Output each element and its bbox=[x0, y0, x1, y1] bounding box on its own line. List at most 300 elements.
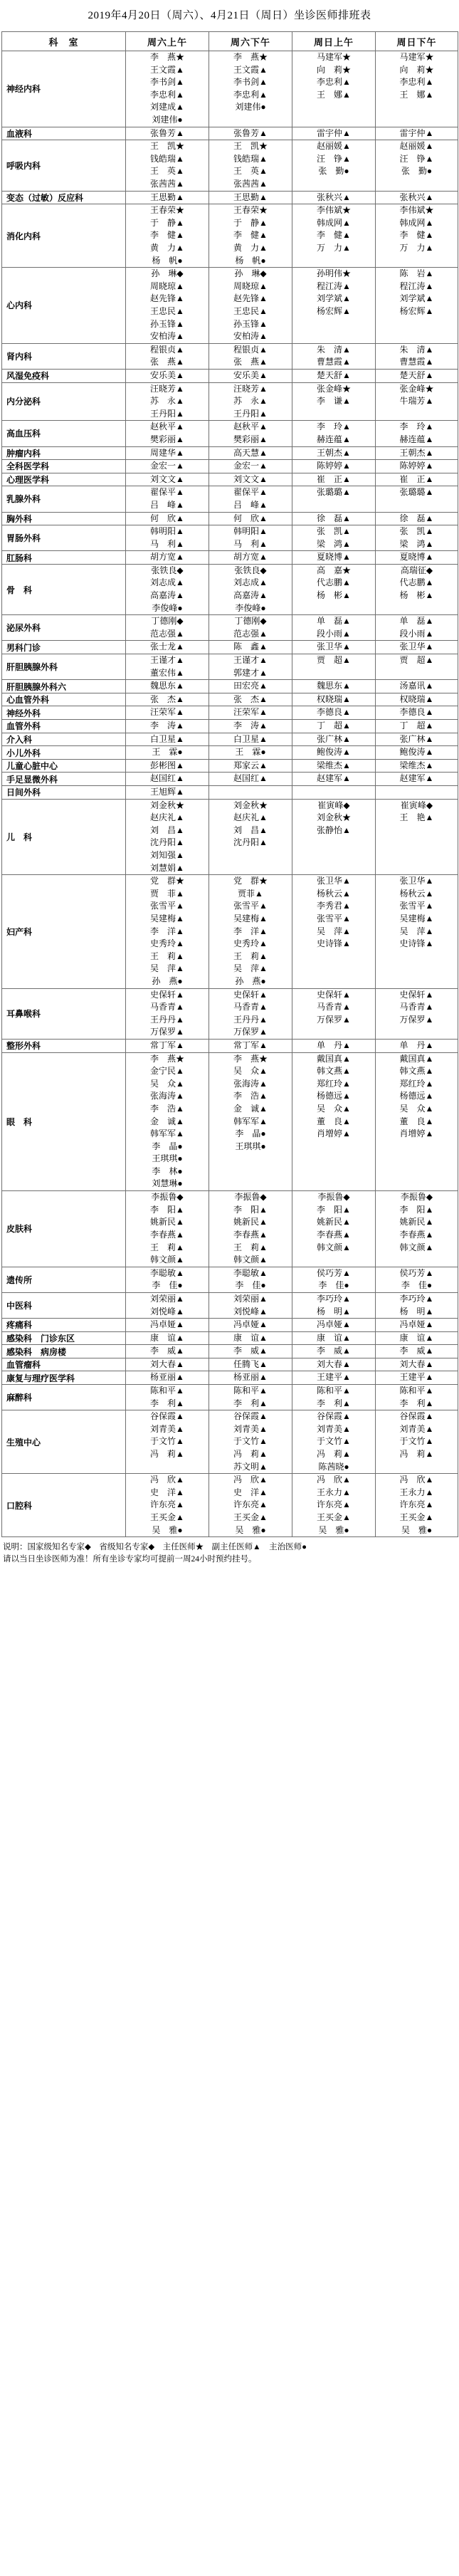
doctor-cell bbox=[209, 1410, 292, 1474]
doctor-name: 冯 欣▲ bbox=[233, 1475, 268, 1485]
doctor-name: 马 利▲ bbox=[233, 538, 268, 549]
doctor-name: 周建华▲ bbox=[150, 447, 184, 458]
doctor-cell bbox=[376, 773, 458, 786]
doctor-name: 于文竹▲ bbox=[150, 1436, 184, 1447]
department-name: 感染科 病房楼 bbox=[2, 1345, 126, 1358]
doctor-cell bbox=[292, 875, 376, 988]
doctor-cell bbox=[126, 1319, 209, 1332]
department-name: 耳鼻喉科 bbox=[2, 988, 126, 1039]
doctor-name: 杨德远▲ bbox=[317, 1091, 351, 1101]
doctor-name: 夏晓博▲ bbox=[399, 552, 434, 562]
doctor-name: 李春燕▲ bbox=[150, 1229, 184, 1240]
doctor-name: 韩文颜▲ bbox=[399, 1242, 434, 1252]
doctor-name: 代志鹏▲ bbox=[399, 577, 434, 588]
doctor-name: 李德良▲ bbox=[399, 707, 434, 718]
doctor-name: 周晓琼▲ bbox=[233, 281, 268, 291]
doctor-name: 张 杰▲ bbox=[150, 693, 184, 704]
doctor-name: 张 杰▲ bbox=[233, 693, 268, 704]
doctor-name: 张鲁芳▲ bbox=[233, 127, 268, 138]
doctor-cell bbox=[376, 512, 458, 525]
doctor-cell bbox=[209, 693, 292, 706]
doctor-cell bbox=[292, 746, 376, 760]
doctor-name: 李 洋▲ bbox=[150, 926, 184, 936]
doctor-name: 翟保平▲ bbox=[150, 487, 184, 498]
doctor-name: 张 凯▲ bbox=[317, 526, 351, 537]
department-row bbox=[2, 1319, 458, 1332]
doctor-name: 刘金秋★ bbox=[316, 812, 351, 823]
doctor-name: 董 良▲ bbox=[399, 1116, 434, 1126]
doctor-name: 刘文文▲ bbox=[233, 473, 268, 484]
doctor-name: 张金峰★ bbox=[399, 383, 434, 394]
doctor-name: 于文竹▲ bbox=[399, 1436, 434, 1447]
doctor-name: 马香青▲ bbox=[233, 1002, 268, 1012]
doctor-name: 王忠民▲ bbox=[150, 305, 184, 316]
doctor-name: 李俊峰● bbox=[152, 602, 183, 613]
doctor-cell bbox=[126, 204, 209, 268]
department-row bbox=[2, 343, 458, 369]
doctor-name: 李 谦▲ bbox=[317, 396, 351, 407]
doctor-name: 冯 欣▲ bbox=[399, 1475, 434, 1485]
doctor-name: 陈和平▲ bbox=[399, 1386, 434, 1396]
doctor-name: 王琪琪● bbox=[152, 1153, 183, 1164]
doctor-cell bbox=[292, 486, 376, 512]
doctor-cell bbox=[126, 1345, 209, 1358]
doctor-name: 姚新民▲ bbox=[150, 1217, 184, 1227]
doctor-name: 许东亮▲ bbox=[150, 1499, 184, 1510]
doctor-name: 王买金▲ bbox=[150, 1512, 184, 1523]
doctor-name: 冯卓娅▲ bbox=[317, 1319, 351, 1330]
doctor-name: 赵建军▲ bbox=[399, 773, 434, 784]
doctor-name: 王建平▲ bbox=[317, 1372, 351, 1383]
doctor-name: 沈丹阳▲ bbox=[233, 837, 268, 848]
doctor-name: 单 磊▲ bbox=[399, 616, 434, 627]
schedule-table bbox=[1, 31, 458, 1537]
doctor-name: 冯卓娅▲ bbox=[150, 1319, 184, 1330]
doctor-cell bbox=[376, 706, 458, 720]
doctor-name: 姚新民▲ bbox=[399, 1217, 434, 1227]
doctor-name: 刘悦峰▲ bbox=[233, 1306, 268, 1316]
doctor-name: 万 力▲ bbox=[399, 242, 434, 253]
doctor-name: 程银贞▲ bbox=[150, 344, 184, 355]
doctor-name: 杨 彬▲ bbox=[317, 590, 351, 601]
department-name: 儿童心脏中心 bbox=[2, 759, 126, 773]
doctor-cell bbox=[376, 486, 458, 512]
doctor-name: 史保轩▲ bbox=[317, 989, 351, 1000]
doctor-name: 何 欣▲ bbox=[233, 513, 268, 523]
doctor-cell bbox=[209, 1319, 292, 1332]
doctor-cell bbox=[126, 1358, 209, 1371]
doctor-name: 冯 莉▲ bbox=[399, 1449, 434, 1460]
doctor-cell bbox=[126, 1191, 209, 1267]
column-header-sun-pm: 周日下午 bbox=[376, 32, 458, 51]
doctor-name: 崔 正▲ bbox=[399, 473, 434, 484]
doctor-name: 刘大春▲ bbox=[317, 1358, 351, 1369]
doctor-cell bbox=[209, 1371, 292, 1385]
department-row bbox=[2, 191, 458, 204]
doctor-name: 张卫华▲ bbox=[317, 642, 351, 652]
department-row bbox=[2, 1371, 458, 1385]
doctor-cell bbox=[209, 204, 292, 268]
department-row bbox=[2, 369, 458, 382]
doctor-name: 谷保霞▲ bbox=[233, 1411, 268, 1422]
department-row bbox=[2, 875, 458, 988]
schedule-body bbox=[2, 51, 458, 1537]
doctor-name: 李 威▲ bbox=[317, 1346, 351, 1356]
department-name: 心血管外科 bbox=[2, 693, 126, 706]
doctor-cell bbox=[209, 785, 292, 799]
doctor-name: 吴建梅▲ bbox=[150, 913, 184, 923]
doctor-name: 赵丽媛▲ bbox=[399, 141, 434, 152]
doctor-cell bbox=[376, 875, 458, 988]
doctor-name: 李忠利▲ bbox=[399, 77, 434, 88]
doctor-name: 沈丹阳▲ bbox=[150, 837, 184, 848]
department-row bbox=[2, 1292, 458, 1318]
doctor-name: 孙 燕● bbox=[152, 975, 183, 986]
doctor-name: 李振鲁◆ bbox=[400, 1192, 433, 1203]
doctor-name: 张璐璐▲ bbox=[399, 487, 434, 498]
doctor-name: 段小雨▲ bbox=[399, 628, 434, 639]
doctor-name: 李俊峰● bbox=[235, 602, 266, 613]
doctor-cell bbox=[376, 191, 458, 204]
department-name: 血管瘤科 bbox=[2, 1358, 126, 1371]
doctor-cell bbox=[209, 875, 292, 988]
doctor-name: 王朝杰▲ bbox=[399, 447, 434, 458]
doctor-name: 康 谊▲ bbox=[317, 1332, 351, 1343]
footer-note bbox=[3, 1541, 456, 1566]
doctor-name: 刘文文▲ bbox=[150, 473, 184, 484]
department-row bbox=[2, 1385, 458, 1410]
doctor-cell bbox=[209, 1052, 292, 1191]
department-name: 儿 科 bbox=[2, 799, 126, 875]
doctor-cell bbox=[292, 785, 376, 799]
doctor-cell bbox=[376, 127, 458, 140]
doctor-name: 樊彩丽▲ bbox=[150, 434, 184, 444]
department-row bbox=[2, 773, 458, 786]
doctor-name: 于文竹▲ bbox=[233, 1436, 268, 1447]
doctor-name: 单 磊▲ bbox=[317, 616, 351, 627]
doctor-cell bbox=[292, 654, 376, 680]
doctor-name: 王忠民▲ bbox=[233, 305, 268, 316]
doctor-name: 丁德刚◆ bbox=[151, 616, 184, 627]
department-row bbox=[2, 680, 458, 693]
doctor-name: 李 健▲ bbox=[233, 230, 268, 241]
doctor-name: 钱皓瑞▲ bbox=[150, 153, 184, 164]
doctor-name: 常丁军▲ bbox=[150, 1040, 184, 1050]
doctor-name: 汤嘉讯▲ bbox=[399, 681, 434, 691]
doctor-name: 马香青▲ bbox=[317, 1002, 351, 1012]
doctor-cell bbox=[126, 733, 209, 746]
doctor-name: 刘慧琳● bbox=[152, 1178, 183, 1189]
doctor-name: 梁维杰▲ bbox=[317, 760, 351, 770]
doctor-name: 李忠利▲ bbox=[317, 77, 351, 88]
doctor-cell bbox=[292, 615, 376, 641]
doctor-name: 胡方宽▲ bbox=[233, 552, 268, 562]
doctor-name: 李 阳▲ bbox=[317, 1204, 351, 1215]
doctor-name: 李 浩▲ bbox=[150, 1103, 184, 1114]
doctor-name: 杨 明▲ bbox=[399, 1306, 434, 1316]
doctor-cell bbox=[126, 473, 209, 486]
doctor-cell bbox=[126, 460, 209, 473]
doctor-name: 周晓琼▲ bbox=[150, 281, 184, 291]
doctor-cell bbox=[126, 641, 209, 654]
doctor-cell bbox=[292, 446, 376, 460]
doctor-name: 李 浩▲ bbox=[233, 1091, 268, 1101]
doctor-name: 汪晓芳▲ bbox=[233, 383, 268, 394]
doctor-cell bbox=[126, 759, 209, 773]
doctor-name: 党 群★ bbox=[149, 876, 184, 886]
doctor-cell bbox=[292, 473, 376, 486]
doctor-cell bbox=[209, 680, 292, 693]
doctor-name: 李振鲁◆ bbox=[234, 1192, 267, 1203]
doctor-name: 常丁军▲ bbox=[233, 1040, 268, 1050]
doctor-name: 吴 众▲ bbox=[317, 1103, 351, 1114]
doctor-cell bbox=[209, 615, 292, 641]
doctor-name: 韩文颜▲ bbox=[233, 1255, 268, 1265]
department-row bbox=[2, 512, 458, 525]
doctor-name: 康 谊▲ bbox=[150, 1332, 184, 1343]
doctor-cell bbox=[209, 446, 292, 460]
doctor-name: 吴 雅● bbox=[152, 1524, 183, 1535]
doctor-cell bbox=[376, 421, 458, 446]
doctor-cell bbox=[292, 693, 376, 706]
doctor-cell bbox=[209, 1345, 292, 1358]
doctor-name: 李春燕▲ bbox=[233, 1229, 268, 1240]
doctor-cell bbox=[292, 525, 376, 551]
doctor-cell bbox=[292, 191, 376, 204]
doctor-name: 苏 永▲ bbox=[233, 396, 268, 407]
column-header-sun-am: 周日上午 bbox=[292, 32, 376, 51]
doctor-name: 刘建伟● bbox=[152, 114, 183, 125]
doctor-cell bbox=[292, 1319, 376, 1332]
doctor-cell bbox=[126, 1039, 209, 1052]
department-name: 高血压科 bbox=[2, 421, 126, 446]
doctor-name: 刘慧娟▲ bbox=[150, 862, 184, 873]
doctor-name: 张广林▲ bbox=[317, 733, 351, 744]
doctor-name: 韩成网▲ bbox=[317, 217, 351, 228]
doctor-name: 徐 磊▲ bbox=[399, 513, 434, 523]
doctor-cell bbox=[126, 1474, 209, 1537]
doctor-cell bbox=[126, 1410, 209, 1474]
doctor-cell bbox=[209, 641, 292, 654]
doctor-name: 贾 超▲ bbox=[399, 655, 434, 666]
doctor-cell bbox=[292, 140, 376, 191]
doctor-name: 安乐美▲ bbox=[150, 370, 184, 380]
doctor-name: 吴 众▲ bbox=[150, 1078, 184, 1089]
doctor-cell bbox=[376, 473, 458, 486]
doctor-cell bbox=[209, 1039, 292, 1052]
department-row bbox=[2, 551, 458, 565]
doctor-cell bbox=[209, 799, 292, 875]
doctor-name: 万保罗▲ bbox=[317, 1014, 351, 1025]
doctor-name: 郑家云▲ bbox=[233, 760, 268, 770]
department-row bbox=[2, 421, 458, 446]
doctor-name: 李 玲▲ bbox=[399, 422, 434, 432]
doctor-name: 王朝杰▲ bbox=[317, 447, 351, 458]
department-row bbox=[2, 615, 458, 641]
doctor-name: 戴国真▲ bbox=[317, 1053, 351, 1064]
doctor-cell bbox=[292, 680, 376, 693]
department-row bbox=[2, 641, 458, 654]
doctor-cell bbox=[376, 733, 458, 746]
doctor-name: 汪荣军▲ bbox=[150, 707, 184, 718]
doctor-name: 张璐璐▲ bbox=[317, 487, 351, 498]
doctor-name: 李 阳▲ bbox=[233, 1204, 268, 1215]
doctor-name: 何 欣▲ bbox=[150, 513, 184, 523]
doctor-cell bbox=[126, 988, 209, 1039]
doctor-name: 梁 鸿▲ bbox=[399, 538, 434, 549]
doctor-name: 刘金秋★ bbox=[149, 800, 184, 810]
doctor-name: 吴 萍▲ bbox=[150, 963, 184, 974]
doctor-cell bbox=[292, 1385, 376, 1410]
doctor-name: 王春荣★ bbox=[149, 205, 184, 216]
doctor-name: 程江涛▲ bbox=[399, 281, 434, 291]
department-row bbox=[2, 473, 458, 486]
doctor-name: 于 静▲ bbox=[233, 217, 268, 228]
doctor-name: 向 莉★ bbox=[399, 64, 434, 75]
doctor-cell bbox=[376, 51, 458, 127]
doctor-name: 李 威▲ bbox=[233, 1346, 268, 1356]
department-name: 消化内科 bbox=[2, 204, 126, 268]
department-row bbox=[2, 268, 458, 344]
doctor-name: 李 佳● bbox=[401, 1280, 433, 1291]
department-name: 感染科 门诊东区 bbox=[2, 1331, 126, 1345]
doctor-name: 金 诚▲ bbox=[150, 1116, 184, 1126]
department-name: 遗传所 bbox=[2, 1267, 126, 1292]
department-row bbox=[2, 51, 458, 127]
doctor-cell bbox=[376, 382, 458, 421]
doctor-name: 杨宏辉▲ bbox=[399, 305, 434, 316]
department-row bbox=[2, 382, 458, 421]
doctor-name: 刘荣丽▲ bbox=[233, 1293, 268, 1304]
doctor-name: 赵秋平▲ bbox=[233, 422, 268, 432]
doctor-name: 王 艳▲ bbox=[399, 812, 434, 823]
doctor-name: 李 阳▲ bbox=[150, 1204, 184, 1215]
department-name: 血液科 bbox=[2, 127, 126, 140]
doctor-cell bbox=[209, 421, 292, 446]
doctor-cell bbox=[292, 1371, 376, 1385]
doctor-name: 汪晓芳▲ bbox=[150, 383, 184, 394]
doctor-cell bbox=[292, 551, 376, 565]
doctor-cell bbox=[126, 191, 209, 204]
doctor-name: 李巧玲▲ bbox=[399, 1293, 434, 1304]
doctor-cell bbox=[209, 343, 292, 369]
doctor-cell bbox=[209, 720, 292, 733]
department-name: 泌尿外科 bbox=[2, 615, 126, 641]
department-name: 肾内科 bbox=[2, 343, 126, 369]
doctor-name: 韩成网▲ bbox=[399, 217, 434, 228]
doctor-cell bbox=[376, 525, 458, 551]
doctor-name: 孙明伟★ bbox=[316, 268, 351, 279]
doctor-name: 马 利▲ bbox=[150, 538, 184, 549]
doctor-name: 王买金▲ bbox=[399, 1512, 434, 1523]
doctor-name: 王买金▲ bbox=[317, 1512, 351, 1523]
doctor-name: 王 霖● bbox=[152, 747, 183, 758]
doctor-cell bbox=[376, 1358, 458, 1371]
department-name: 小儿外科 bbox=[2, 746, 126, 760]
doctor-name: 魏思东▲ bbox=[317, 681, 351, 691]
column-header-sat-am: 周六上午 bbox=[126, 32, 209, 51]
doctor-name: 冯 欣▲ bbox=[317, 1475, 351, 1485]
doctor-name: 朱 清▲ bbox=[317, 344, 351, 355]
department-name: 中医科 bbox=[2, 1292, 126, 1318]
doctor-name: 程银贞▲ bbox=[233, 344, 268, 355]
doctor-cell bbox=[209, 733, 292, 746]
doctor-name: 郑红玲▲ bbox=[399, 1078, 434, 1089]
doctor-name: 黄 力▲ bbox=[233, 242, 268, 253]
doctor-name: 胡方宽▲ bbox=[150, 552, 184, 562]
doctor-name: 李 佳● bbox=[152, 1280, 183, 1291]
doctor-name: 王思勤▲ bbox=[233, 192, 268, 202]
doctor-name: 吴 萍▲ bbox=[233, 963, 268, 974]
doctor-name: 李 健▲ bbox=[399, 230, 434, 241]
column-header-department: 科 室 bbox=[2, 32, 126, 51]
doctor-name: 李 健▲ bbox=[317, 230, 351, 241]
doctor-name: 权晓瑞▲ bbox=[399, 693, 434, 704]
doctor-name: 李 洋▲ bbox=[233, 926, 268, 936]
department-name: 肝胆胰腺外科六 bbox=[2, 680, 126, 693]
doctor-name: 姚新民▲ bbox=[317, 1217, 351, 1227]
doctor-name: 李 燕★ bbox=[149, 52, 184, 62]
doctor-name: 张雪平▲ bbox=[150, 901, 184, 911]
doctor-name: 王 凯★ bbox=[233, 141, 268, 152]
doctor-name: 杨秋云▲ bbox=[317, 888, 351, 899]
doctor-cell bbox=[292, 1267, 376, 1292]
doctor-cell bbox=[292, 127, 376, 140]
doctor-name: 孙 燕● bbox=[235, 975, 266, 986]
doctor-cell bbox=[209, 746, 292, 760]
department-row bbox=[2, 733, 458, 746]
doctor-name: 韩明阳▲ bbox=[233, 526, 268, 537]
doctor-cell bbox=[126, 1371, 209, 1385]
doctor-name: 王买金▲ bbox=[233, 1512, 268, 1523]
department-row bbox=[2, 204, 458, 268]
doctor-cell bbox=[209, 706, 292, 720]
doctor-name: 樊彩丽▲ bbox=[233, 434, 268, 444]
doctor-cell bbox=[292, 773, 376, 786]
doctor-name: 吴 众▲ bbox=[233, 1066, 268, 1077]
department-name: 口腔科 bbox=[2, 1474, 126, 1537]
doctor-name: 曹慧霞▲ bbox=[317, 357, 351, 367]
department-row bbox=[2, 1052, 458, 1191]
doctor-name: 张茜茜▲ bbox=[233, 178, 268, 189]
department-name: 介入科 bbox=[2, 733, 126, 746]
doctor-cell bbox=[292, 1474, 376, 1537]
doctor-cell bbox=[376, 1385, 458, 1410]
doctor-cell bbox=[126, 421, 209, 446]
doctor-name: 高天慧▲ bbox=[233, 447, 268, 458]
doctor-name: 魏思东▲ bbox=[150, 681, 184, 691]
doctor-name: 程江涛▲ bbox=[317, 281, 351, 291]
department-name: 心理医学科 bbox=[2, 473, 126, 486]
department-name: 全科医学科 bbox=[2, 460, 126, 473]
doctor-name: 孙 琳◆ bbox=[234, 268, 267, 279]
doctor-cell bbox=[292, 343, 376, 369]
doctor-cell bbox=[376, 1191, 458, 1267]
doctor-cell bbox=[209, 369, 292, 382]
doctor-name: 汪 铮▲ bbox=[317, 153, 351, 164]
doctor-name: 王谨才▲ bbox=[233, 655, 268, 666]
doctor-name: 杨宏辉▲ bbox=[317, 305, 351, 316]
doctor-cell bbox=[209, 1358, 292, 1371]
doctor-cell bbox=[209, 191, 292, 204]
doctor-name: 李书剑▲ bbox=[233, 77, 268, 88]
department-name: 神经外科 bbox=[2, 706, 126, 720]
doctor-name: 范志强▲ bbox=[233, 628, 268, 639]
doctor-cell bbox=[209, 1292, 292, 1318]
doctor-name: 鲍俊涛▲ bbox=[317, 747, 351, 758]
doctor-cell bbox=[126, 369, 209, 382]
doctor-name: 张雪平▲ bbox=[233, 901, 268, 911]
